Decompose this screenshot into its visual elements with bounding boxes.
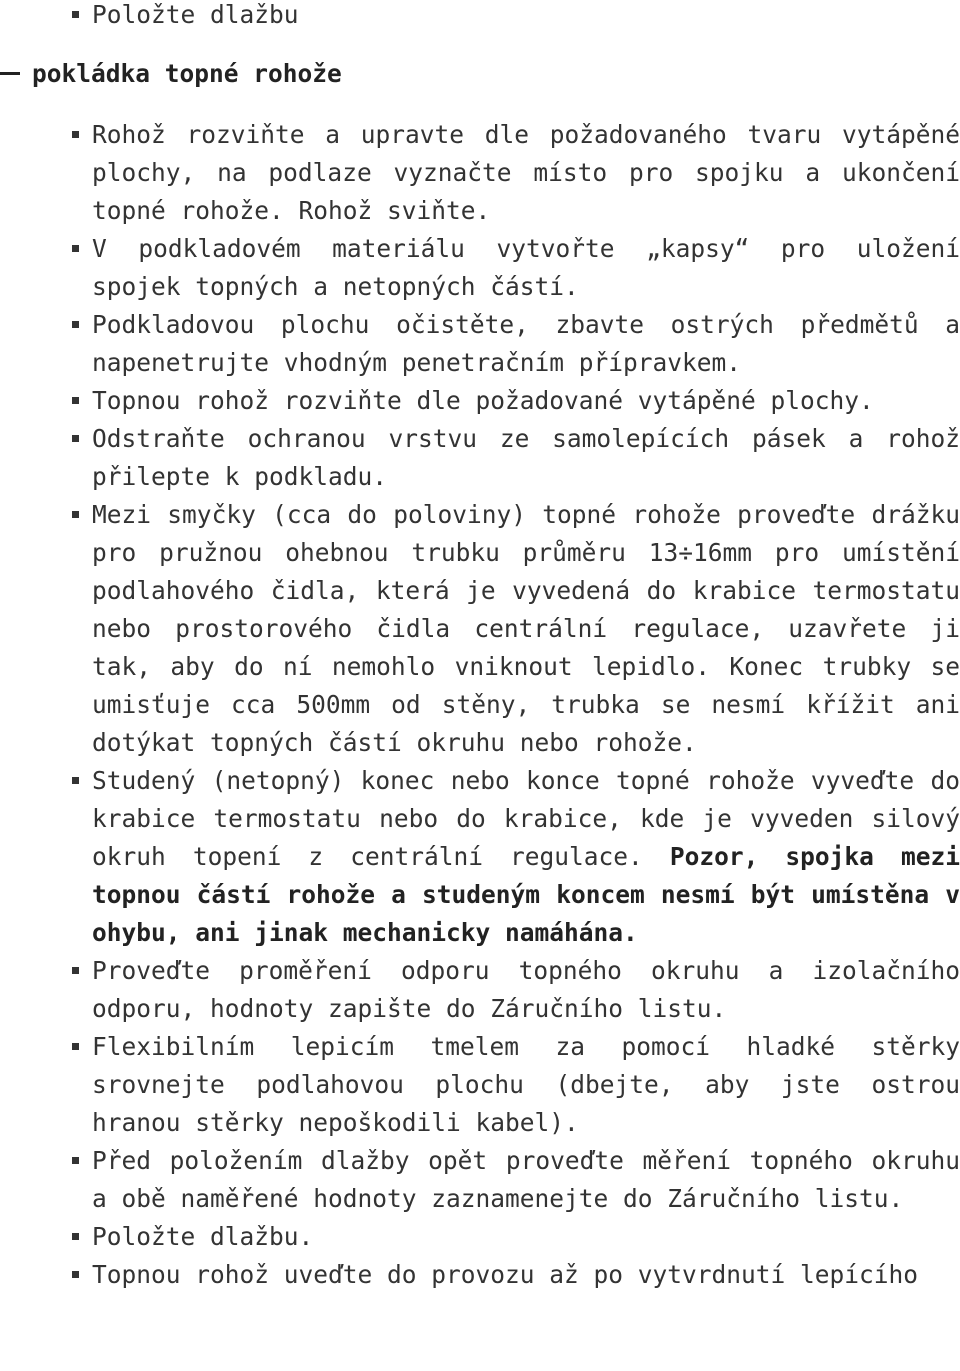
- list-item: [0, 0, 960, 34]
- list-item: [0, 762, 960, 952]
- dash-icon: [0, 72, 20, 75]
- list-item: [0, 952, 960, 1028]
- list-item-text: Položte dlažbu.: [92, 1222, 314, 1251]
- list-item: [0, 230, 960, 306]
- bullet-icon: [72, 967, 79, 974]
- list-item: [0, 382, 960, 420]
- list-item-text: V podkladovém materiálu vytvořte „kapsy“ pro uložení spojek topných a netopných částí.: [92, 234, 960, 301]
- list-item: [0, 420, 960, 496]
- bullet-icon: [72, 1043, 79, 1050]
- list-item-text: Podkladovou plochu očistěte, zbavte ostrých předmětů a napenetrujte vhodným penetračním přípravkem.: [92, 310, 960, 377]
- bullet-icon: [72, 1233, 79, 1240]
- list-item: [0, 1028, 960, 1142]
- bullet-icon: [72, 245, 79, 252]
- bullet-icon: [72, 1271, 79, 1278]
- bullet-icon: [72, 321, 79, 328]
- section-heading-text: pokládka topné rohože: [32, 59, 342, 88]
- bullet-icon: [72, 131, 79, 138]
- list-item: [0, 496, 960, 762]
- list-item: [0, 1256, 960, 1294]
- list-item: [0, 306, 960, 382]
- top-list: [0, 0, 960, 34]
- list-item-text: Rohož rozviňte a upravte dle požadovaného tvaru vytápěné plochy, na podlaze vyznačte místo pro spojku a ukončení topné rohože. Rohož sviňte.: [92, 120, 960, 225]
- bullet-icon: [72, 777, 79, 784]
- bullet-icon: [72, 11, 79, 18]
- list-item: [0, 1142, 960, 1218]
- list-item-text: Flexibilním lepicím tmelem za pomocí hladké stěrky srovnejte podlahovou plochu (dbejte, aby jste ostrou hranou stěrky nepoškodili kabel).: [92, 1032, 960, 1137]
- list-item-text: Položte dlažbu: [92, 0, 299, 29]
- list-item-text: Mezi smyčky (cca do poloviny) topné rohože proveďte drážku pro pružnou ohebnou trubku průměru 13÷16mm pro umístění podlahového čidla, která je vyvedená do krabice termostatu nebo prostorového čidla centrální regulace, uzavřete ji tak, aby do ní nemohlo vniknout lepidlo. Konec trubky se umisťuje cca 500mm od stěny, trubka se nesmí křížit ani dotýkat topných částí okruhu nebo rohože.: [92, 500, 960, 757]
- list-item-text: Před položením dlažby opět proveďte měření topného okruhu a obě naměřené hodnoty zaznamenejte do Záručního listu.: [92, 1146, 960, 1213]
- list-item-text: Topnou rohož uveďte do provozu až po vytvrdnutí lepícího: [92, 1260, 919, 1289]
- bullet-icon: [72, 1157, 79, 1164]
- list-item-text: Studený (netopný) konec nebo konce topné rohože vyveďte do krabice termostatu nebo do krabice, kde je vyveden silový okruh topení z centrální regulace.: [92, 766, 960, 871]
- instruction-list: [0, 116, 960, 1294]
- list-item: [0, 116, 960, 230]
- list-item-text: Topnou rohož rozviňte dle požadované vytápěné plochy.: [92, 386, 874, 415]
- list-item: [0, 1218, 960, 1256]
- bullet-icon: [72, 397, 79, 404]
- list-item-text: Proveďte proměření odporu topného okruhu a izolačního odporu, hodnoty zapište do Záručního listu.: [92, 956, 960, 1023]
- list-item-text: Odstraňte ochranou vrstvu ze samolepících pásek a rohož přilepte k podkladu.: [92, 424, 960, 491]
- section-heading: [0, 55, 960, 93]
- bullet-icon: [72, 435, 79, 442]
- warning-text: Pozor, spojka mezi topnou částí rohože a studeným koncem nesmí být umístěna v ohybu, ani jinak mechanicky namáhána.: [92, 842, 960, 947]
- bullet-icon: [72, 511, 79, 518]
